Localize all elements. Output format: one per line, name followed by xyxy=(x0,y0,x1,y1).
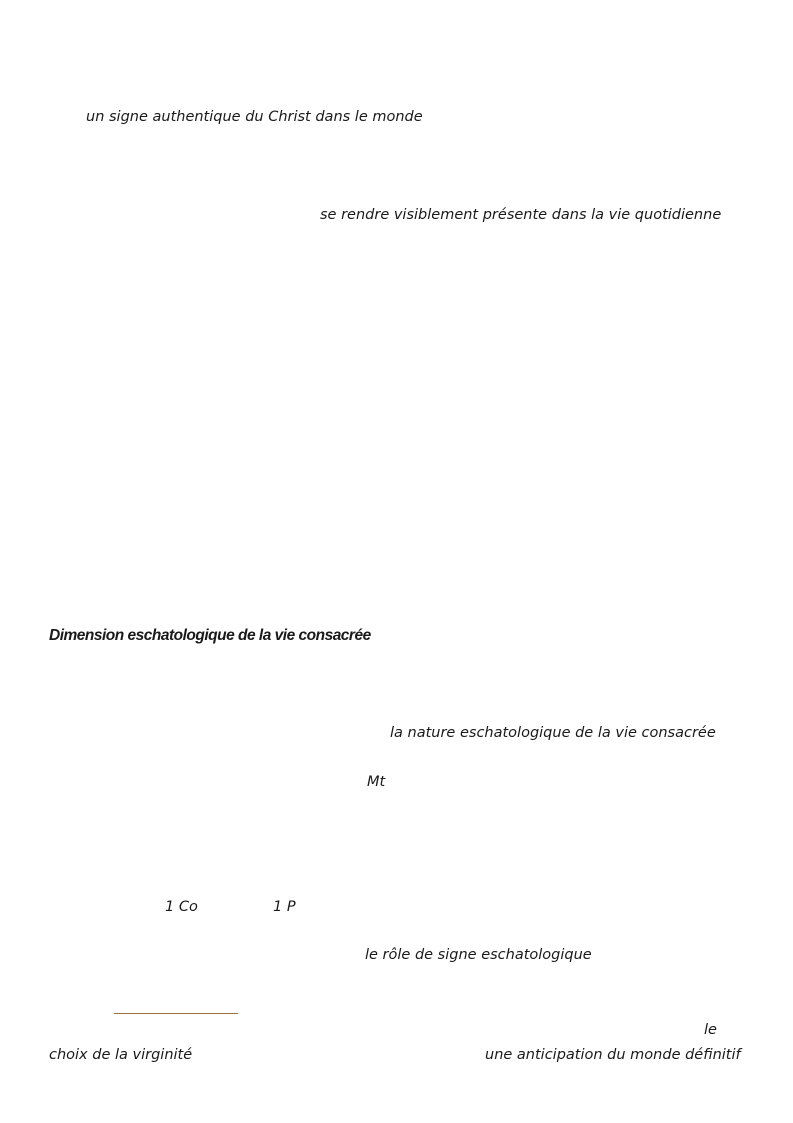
italic-phrase-eschatological-nature: la nature eschatologique de la vie consacrée xyxy=(390,725,716,741)
footnote-separator-rule xyxy=(114,1013,238,1014)
italic-phrase-eschatological-sign-role: le rôle de signe eschatologique xyxy=(365,947,592,963)
section-heading: Dimension eschatologique de la vie consacrée xyxy=(49,627,371,644)
italic-word-le: le xyxy=(704,1022,717,1038)
italic-phrase-visible-presence: se rendre visiblement présente dans la vie quotidienne xyxy=(320,207,722,223)
italic-phrase-anticipation: une anticipation du monde définitif xyxy=(485,1047,741,1063)
italic-phrase-authentic-sign: un signe authentique du Christ dans le monde xyxy=(86,109,423,125)
scripture-reference-1p: 1 P xyxy=(273,899,296,915)
scripture-reference-1co: 1 Co xyxy=(165,899,198,915)
scripture-reference-mt: Mt xyxy=(367,774,386,790)
italic-phrase-choice-virginity: choix de la virginité xyxy=(49,1047,193,1063)
